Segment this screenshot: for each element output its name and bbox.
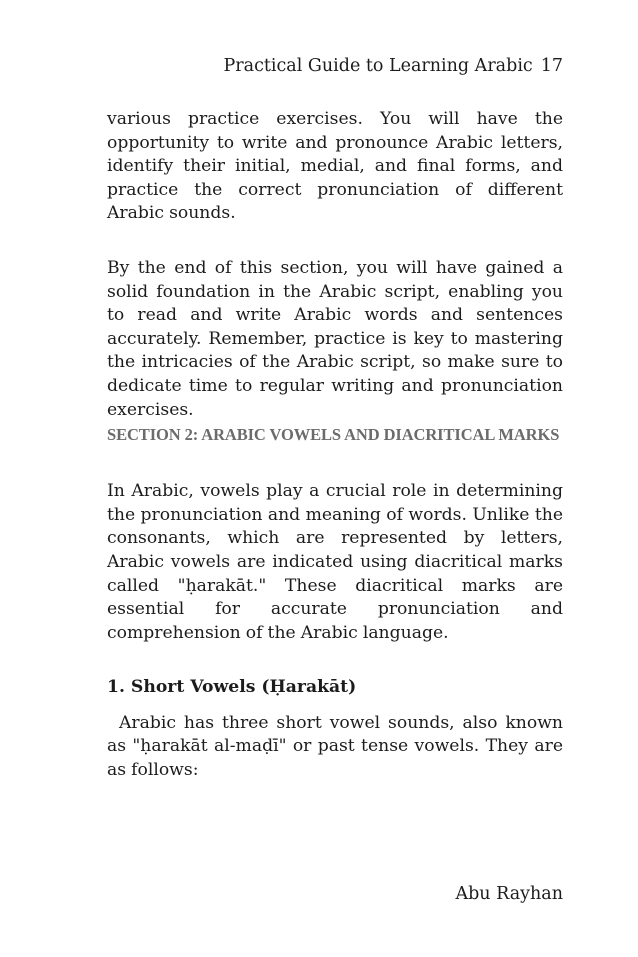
running-header bbox=[224, 54, 564, 78]
subheading-short-vowels: 1. Short Vowels (Ḥarakāt) bbox=[107, 677, 357, 698]
author-footer: Abu Rayhan bbox=[455, 884, 563, 904]
paragraph-short-vowels: Arabic has three short vowel sounds, also known as "ḥarakāt al-maḍī" or past tense vowels. They are as follows: bbox=[107, 712, 563, 781]
book-page bbox=[107, 0, 563, 957]
paragraph-vowels-intro: In Arabic, vowels play a crucial role in determining the pronunciation and meaning of words. Unlike the consonants, which are represented by letters, Arabic vowels are indicated using diacritical marks called "ḥarakāt." These diacritical marks are essential for accurate pronunciation and comprehension of the Arabic language. bbox=[107, 481, 563, 643]
paragraph-practice-exercises: various practice exercises. You will have the opportunity to write and pronounce Arabic letters, identify their initial, medial, and final forms, and practice the correct pronunciation of different Arabic sounds. bbox=[107, 109, 563, 224]
paragraph-section-summary: By the end of this section, you will have gained a solid foundation in the Arabic script, enabling you to read and write Arabic words and sentences accurately. Remember, practice is key to mastering the intricacies of the Arabic script, so make sure to dedicate time to regular writing and pronunciation exercises. bbox=[107, 257, 563, 420]
page-number: 17 bbox=[540, 56, 563, 76]
book-title: Practical Guide to Learning Arabic bbox=[223, 56, 533, 76]
section-heading: SECTION 2: ARABIC VOWELS AND DIACRITICAL MARKS bbox=[107, 425, 560, 445]
page-body bbox=[107, 108, 563, 783]
